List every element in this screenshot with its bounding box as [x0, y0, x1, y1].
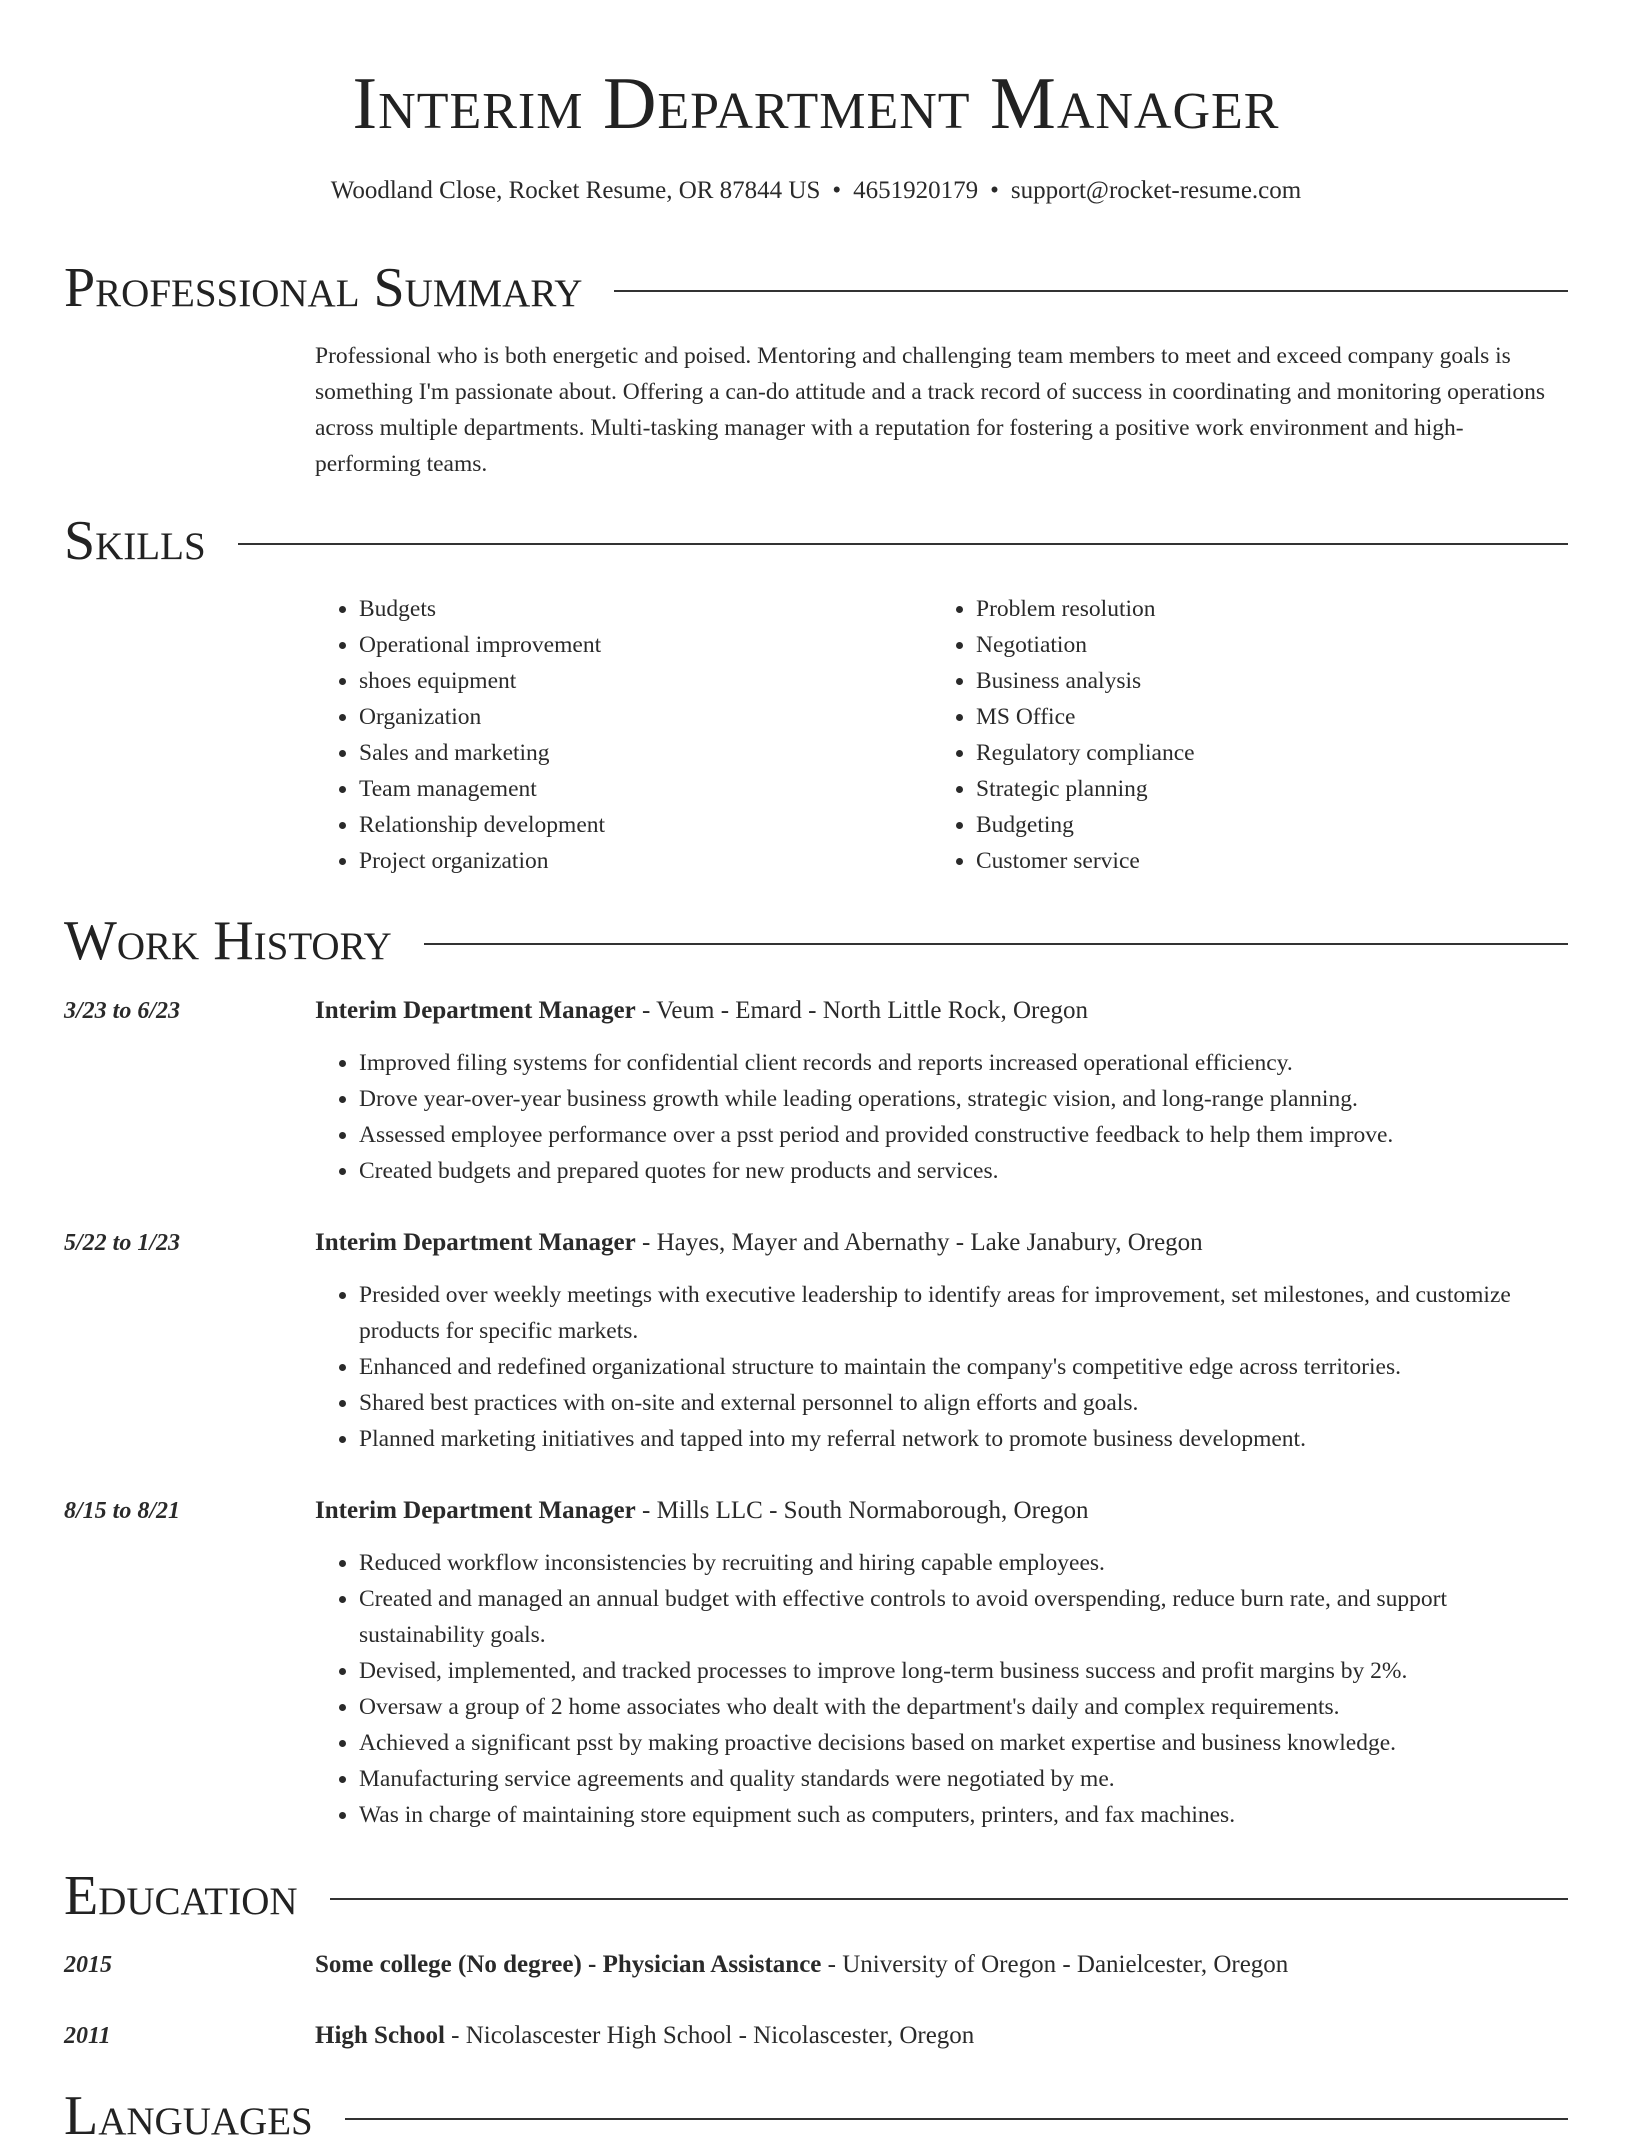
job-title: Interim Department Manager	[315, 1229, 636, 1256]
skills-list	[315, 591, 1568, 879]
job-bullet: • Drove year-over-year business growth while leading operations, strategic vision, and long-range planning.	[359, 1081, 1568, 1117]
section-title: Education	[64, 1865, 298, 1927]
skill-item: • Operational improvement	[359, 627, 932, 663]
section-divider	[345, 2118, 1568, 2120]
skills-column-right	[932, 591, 1549, 879]
skill-item: • Relationship development	[359, 807, 932, 843]
section-heading-summary	[64, 256, 1568, 320]
contact-line	[64, 174, 1568, 208]
section-divider	[614, 290, 1568, 292]
contact-separator: •	[832, 177, 842, 204]
contact-email: support@rocket-resume.com	[1010, 177, 1302, 204]
job-bullet: • Manufacturing service agreements and quality standards were negotiated by me.	[359, 1761, 1568, 1797]
job-bullets	[315, 1545, 1568, 1833]
job-bullet: • Assessed employee performance over a psst period and provided constructive feedback to help them improve.	[359, 1117, 1568, 1153]
job-title: Interim Department Manager	[315, 1497, 636, 1524]
resume-name: Interim Department Manager	[352, 63, 1280, 145]
contact-address: Woodland Close, Rocket Resume, OR 87844 US	[330, 177, 821, 204]
job-company: - Veum - Emard - North Little Rock, Oregon	[635, 997, 1088, 1024]
education-degree: Some college (No degree) - Physician Assistance	[315, 1951, 822, 1978]
section-title: Languages	[64, 2085, 313, 2147]
skills-column-left	[315, 591, 932, 879]
skill-item: • Budgeting	[976, 807, 1549, 843]
section-divider	[330, 1898, 1568, 1900]
job-title-line	[315, 1225, 1203, 1261]
job-dates: 3/23 to 6/23	[64, 998, 181, 1024]
skill-item: • Project organization	[359, 843, 932, 879]
section-heading-languages	[64, 2084, 1568, 2148]
contact-separator: •	[990, 177, 999, 204]
skill-item: • Budgets	[359, 591, 932, 627]
job-bullet: • Presided over weekly meetings with executive leadership to identify areas for improvement, set milestones, and customize products for specific markets.	[359, 1277, 1568, 1349]
job-bullet: • Planned marketing initiatives and tapped into my referral network to promote business development.	[359, 1421, 1568, 1457]
job-company: - Mills LLC - South Normaborough, Oregon	[635, 1497, 1089, 1524]
skill-item: • Sales and marketing	[359, 735, 932, 771]
skill-item: • Business analysis	[976, 663, 1549, 699]
job-title: Interim Department Manager	[315, 997, 636, 1024]
skill-item: • shoes equipment	[359, 663, 932, 699]
skill-item: • Negotiation	[976, 627, 1549, 663]
job-bullet: • Shared best practices with on-site and external personnel to align efforts and goals.	[359, 1385, 1568, 1421]
skill-item: • Team management	[359, 771, 932, 807]
job-bullet: • Achieved a significant psst by making proactive decisions based on market expertise and business knowledge.	[359, 1725, 1568, 1761]
skill-item: • MS Office	[976, 699, 1549, 735]
job-bullet: • Created and managed an annual budget with effective controls to avoid overspending, reduce burn rate, and support sustainability goals.	[359, 1581, 1568, 1653]
education-degree: High School	[315, 2022, 445, 2049]
job-title-line	[315, 1493, 1088, 1529]
job-bullet: • Created budgets and prepared quotes for new products and services.	[359, 1153, 1568, 1189]
section-title: Skills	[64, 510, 206, 572]
section-heading-work-history	[64, 909, 1568, 973]
job-title-line	[315, 993, 1088, 1029]
job-dates: 8/15 to 8/21	[64, 1498, 181, 1524]
skill-item: • Customer service	[976, 843, 1549, 879]
section-divider	[424, 943, 1568, 945]
job-bullets	[315, 1277, 1568, 1457]
skill-item: • Organization	[359, 699, 932, 735]
section-title: Professional Summary	[64, 257, 583, 319]
education-year: 2015	[64, 1952, 112, 1978]
section-heading-education	[64, 1864, 1568, 1928]
education-line	[315, 1947, 1288, 1983]
job-bullet: • Oversaw a group of 2 home associates who dealt with the department's daily and complex requirements.	[359, 1689, 1568, 1725]
education-line	[315, 2018, 974, 2054]
job-dates: 5/22 to 1/23	[64, 1230, 181, 1256]
summary-text: Professional who is both energetic and poised. Mentoring and challenging team members to meet and exceed company goals is something I'm passionate about. Offering a can-do attitude and a track record of success in coordinating and monitoring operations across multiple departments. Multi-tasking manager with a reputation for fostering a positive work environment and high-performing teams.	[315, 343, 1546, 477]
job-bullet: • Devised, implemented, and tracked processes to improve long-term business success and profit margins by 2%.	[359, 1653, 1568, 1689]
education-school: - University of Oregon - Danielcester, Oregon	[821, 1951, 1289, 1978]
skill-item: • Regulatory compliance	[976, 735, 1549, 771]
education-school: - Nicolascester High School - Nicolascester, Oregon	[444, 2022, 975, 2049]
job-bullet: • Improved filing systems for confidential client records and reports increased operational efficiency.	[359, 1045, 1568, 1081]
job-bullet: • Was in charge of maintaining store equipment such as computers, printers, and fax machines.	[359, 1797, 1568, 1833]
job-bullets	[315, 1045, 1568, 1189]
job-company: - Hayes, Mayer and Abernathy - Lake Janabury, Oregon	[635, 1229, 1203, 1256]
job-bullet: • Enhanced and redefined organizational structure to maintain the company's competitive edge across territories.	[359, 1349, 1568, 1385]
section-heading-skills	[64, 509, 1568, 573]
skill-item: • Strategic planning	[976, 771, 1549, 807]
section-divider	[238, 543, 1568, 545]
education-year: 2011	[64, 2023, 111, 2049]
skill-item: • Problem resolution	[976, 591, 1549, 627]
section-title: Work History	[64, 910, 392, 972]
contact-phone: 4651920179	[853, 177, 979, 204]
job-bullet: • Reduced workflow inconsistencies by recruiting and hiring capable employees.	[359, 1545, 1568, 1581]
